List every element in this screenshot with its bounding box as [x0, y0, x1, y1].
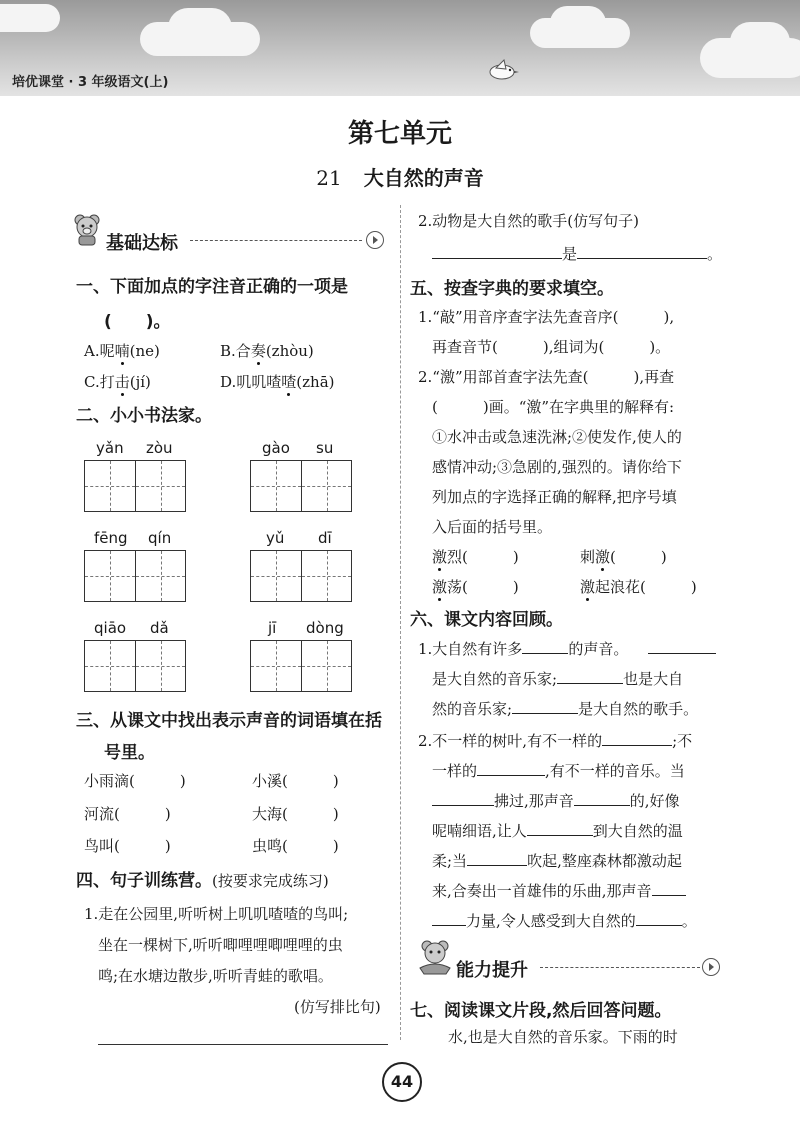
- pinyin-label: gào: [262, 439, 290, 457]
- q4-note: (按要求完成练习): [212, 872, 329, 890]
- cloud-decoration: [0, 4, 60, 32]
- q4-2-title: 2.动物是大自然的歌手(仿写句子): [418, 212, 640, 230]
- q5-line: ①水冲击或急速洗淋;②使发作,使人的: [432, 428, 682, 446]
- play-arrow-icon: [366, 231, 384, 249]
- q7-passage: 水,也是大自然的音乐家。下雨的时: [448, 1028, 678, 1046]
- advanced-section-banner: 能力提升: [456, 960, 528, 981]
- q1-option-b: B.合奏(zhòu): [220, 342, 314, 360]
- q1-option-a: A.呢喃(ne): [84, 342, 160, 360]
- q1-title: 一、下面加点的字注音正确的一项是: [76, 277, 348, 297]
- q6-line: 是大自然的音乐家; 也是大自: [432, 670, 684, 688]
- banner-dash-line: [190, 240, 362, 241]
- answer-blank[interactable]: [512, 699, 578, 714]
- q1-option-d: D.叽叽喳喳(zhā): [220, 373, 335, 391]
- answer-blank[interactable]: [648, 639, 716, 654]
- q5-line: 入后面的括号里。: [432, 518, 553, 536]
- q6-line: 一样的 ,有不一样的音乐。当: [432, 762, 685, 780]
- pinyin-label: dòng: [306, 619, 344, 637]
- column-divider: [400, 205, 401, 1040]
- q3-title: 三、从课文中找出表示声音的词语填在括: [76, 711, 382, 731]
- q4-example-line: 鸣;在水塘边散步,听听青蛙的歌唱。: [98, 967, 333, 985]
- q6-title: 六、课文内容回顾。: [410, 610, 563, 630]
- bear-mascot-icon: [72, 212, 102, 246]
- q4-example-line: 坐在一棵树下,听听唧哩哩唧哩哩的虫: [98, 936, 343, 954]
- lesson-name: 大自然的声音: [363, 166, 484, 190]
- q5-title: 五、按查字典的要求填空。: [410, 279, 614, 299]
- q4-hint: (仿写排比句): [294, 998, 381, 1016]
- q3-item: 鸟叫( ): [84, 837, 171, 855]
- pinyin-label: qiāo: [94, 619, 127, 637]
- q3-item: 虫鸣( ): [252, 837, 339, 855]
- q3-item: 河流( ): [84, 805, 171, 823]
- cloud-decoration: [550, 6, 606, 40]
- answer-blank[interactable]: [432, 791, 494, 806]
- answer-blank[interactable]: [557, 669, 623, 684]
- writing-grid[interactable]: [84, 640, 186, 692]
- q5-word: 激起浪花( ): [580, 578, 697, 596]
- lesson-number: 21: [316, 166, 342, 190]
- pinyin-label: zòu: [146, 439, 173, 457]
- cloud-decoration: [730, 22, 790, 62]
- q7-title: 七、阅读课文片段,然后回答问题。: [410, 1001, 672, 1021]
- answer-blank[interactable]: [652, 881, 686, 896]
- writing-grid[interactable]: [84, 460, 186, 512]
- writing-grid[interactable]: [250, 460, 352, 512]
- pinyin-label: dǎ: [150, 619, 169, 637]
- basic-section-banner: 基础达标: [106, 233, 178, 254]
- header-banner: [0, 0, 800, 96]
- q5-line: 1.“敲”用音序查字法先查音序( ),: [418, 308, 675, 326]
- q6-line: 呢喃细语,让人 到大自然的温: [432, 822, 683, 840]
- q6-line: 1.大自然有许多 的声音。: [418, 638, 716, 659]
- answer-blank[interactable]: [527, 821, 593, 836]
- series-title: 培优课堂 · 3 年级语文(上): [12, 75, 169, 90]
- answer-blank[interactable]: [467, 851, 527, 866]
- writing-grid[interactable]: [250, 640, 352, 692]
- writing-grid[interactable]: [84, 550, 186, 602]
- pinyin-label: qín: [148, 529, 172, 547]
- q2-title: 二、小小书法家。: [76, 406, 212, 426]
- q1-option-c: C.打击(jí): [84, 373, 151, 391]
- pinyin-label: yǔ: [266, 529, 285, 547]
- q6-line: 然的音乐家; 是大自然的歌手。: [432, 700, 699, 718]
- q5-line: 再查音节( ),组词为( )。: [432, 338, 671, 356]
- lesson-title: [0, 162, 800, 191]
- answer-blank[interactable]: [432, 244, 562, 259]
- q5-line: 列加点的字选择正确的解释,把序号填: [432, 488, 677, 506]
- q5-line: 2.“激”用部首查字法先查( ),再查: [418, 368, 675, 386]
- pinyin-label: fēng: [94, 529, 128, 547]
- answer-blank[interactable]: [577, 244, 707, 259]
- banner-dash-line: [540, 967, 700, 968]
- q6-line: 力量,令人感受到大自然的 。: [432, 910, 697, 931]
- pinyin-label: jī: [268, 619, 277, 637]
- q5-word: 激荡( ): [432, 578, 519, 596]
- bear-mascot-icon: [418, 938, 452, 976]
- page-number: 44: [382, 1062, 422, 1102]
- q4-2-answer: 是 。: [432, 243, 722, 264]
- q6-line: 2.不一样的树叶,有不一样的 ;不: [418, 732, 693, 750]
- bird-icon: [484, 58, 520, 82]
- q5-word: 激烈( ): [432, 548, 519, 566]
- q3-item: 小雨滴( ): [84, 772, 186, 790]
- pinyin-label: su: [316, 439, 334, 457]
- q1-answer-paren: ( )。: [104, 312, 171, 332]
- pinyin-label: yǎn: [96, 439, 124, 457]
- answer-line[interactable]: [98, 1044, 388, 1045]
- q6-line: 柔;当 吹起,整座森林都激动起: [432, 852, 682, 870]
- cloud-decoration: [168, 8, 232, 48]
- play-arrow-icon: [702, 958, 720, 976]
- answer-blank[interactable]: [636, 911, 682, 926]
- answer-blank[interactable]: [522, 639, 568, 654]
- q5-line: 感情冲动;③急剧的,强烈的。请你给下: [432, 458, 682, 476]
- q5-line: ( )画。“激”在字典里的解释有:: [432, 398, 675, 416]
- q4-example-line: 1.走在公园里,听听树上叽叽喳喳的鸟叫;: [84, 905, 349, 923]
- answer-blank[interactable]: [602, 731, 672, 746]
- q3-title-cont: 号里。: [104, 743, 155, 763]
- unit-title: 第七单元: [347, 119, 452, 149]
- q6-line: 来,合奏出一首雄伟的乐曲,那声音: [432, 880, 686, 901]
- q3-item: 小溪( ): [252, 772, 339, 790]
- answer-blank[interactable]: [432, 911, 466, 926]
- q6-line: 拂过,那声音 的,好像: [432, 790, 680, 811]
- q4-title: 四、句子训练营。(按要求完成练习): [76, 871, 329, 891]
- writing-grid[interactable]: [250, 550, 352, 602]
- q5-word: 刺激( ): [580, 548, 667, 566]
- pinyin-label: dī: [318, 529, 332, 547]
- answer-blank[interactable]: [574, 791, 630, 806]
- answer-blank[interactable]: [477, 761, 545, 776]
- q3-item: 大海( ): [252, 805, 339, 823]
